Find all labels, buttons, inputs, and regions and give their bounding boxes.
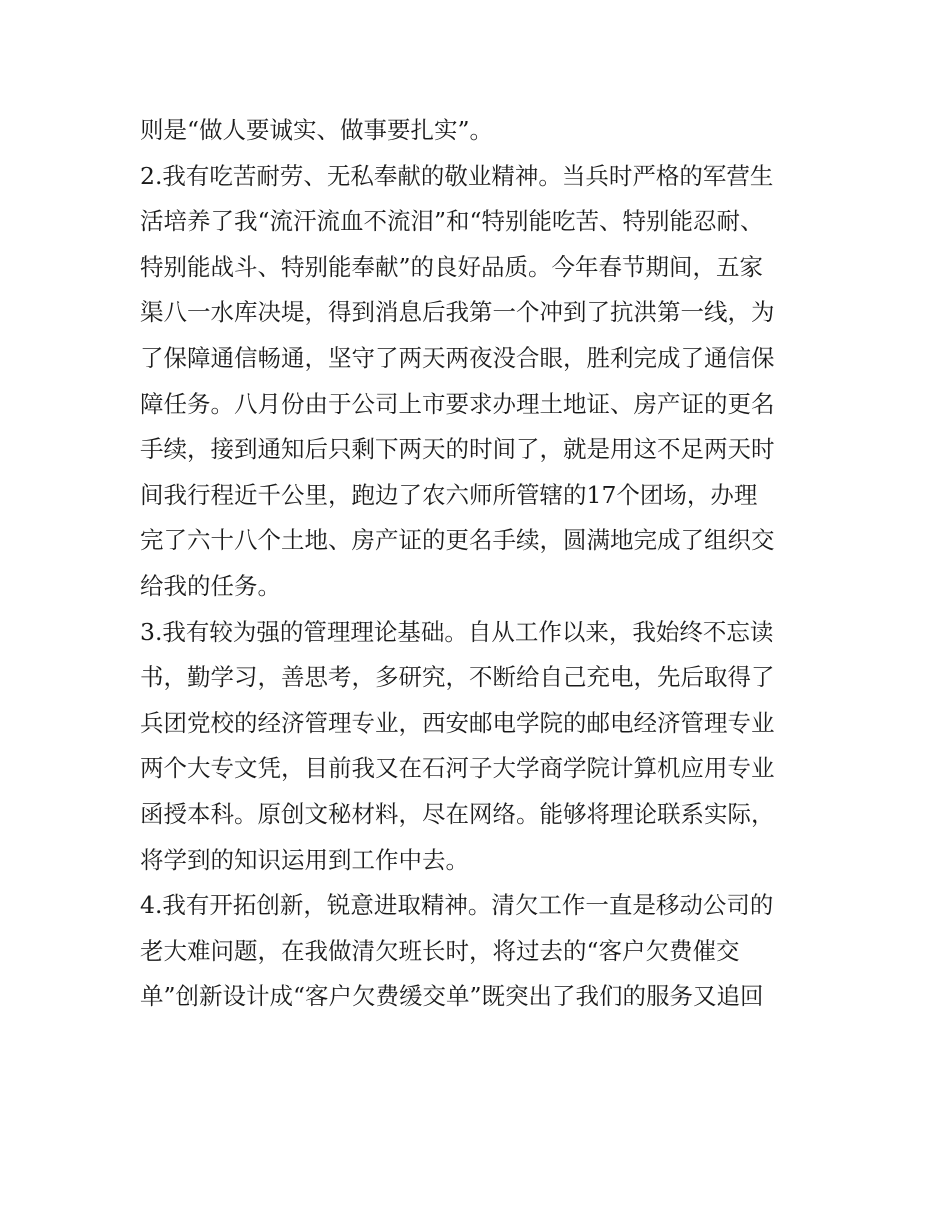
text-line: 完了六十八个土地、房产证的更名手续，圆满地完成了组织交 xyxy=(140,526,775,555)
text-line: 兵团党校的经济管理专业，西安邮电学院的邮电经济管理专业 xyxy=(140,708,775,737)
text-line: 单”创新设计成“客户欠费缓交单”既突出了我们的服务又追回 xyxy=(140,982,764,1011)
text-line: 函授本科。原创文秘材料，尽在网络。能够将理论联系实际， xyxy=(140,799,775,828)
text-line: 2.我有吃苦耐劳、无私奉献的敬业精神。当兵时严格的军营生 xyxy=(140,161,774,190)
text-line: 书，勤学习，善思考，多研究，不断给自己充电，先后取得了 xyxy=(140,663,775,692)
text-line: 了保障通信畅通，坚守了两天两夜没合眼，胜利完成了通信保 xyxy=(140,343,775,372)
text-line: 3.我有较为强的管理理论基础。自从工作以来，我始终不忘读 xyxy=(140,617,774,646)
body-text xyxy=(140,108,820,1020)
text-line: 给我的任务。 xyxy=(140,571,281,600)
text-line: 障任务。八月份由于公司上市要求办理土地证、房产证的更名 xyxy=(140,389,775,418)
text-line: 渠八一水库决堤，得到消息后我第一个冲到了抗洪第一线，为 xyxy=(140,298,775,327)
text-line: 手续，接到通知后只剩下两天的时间了，就是用这不足两天时 xyxy=(140,435,775,464)
text-line: 活培养了我“流汗流血不流泪”和“特别能吃苦、特别能忍耐、 xyxy=(140,207,764,236)
text-line: 老大难问题，在我做清欠班长时，将过去的“客户欠费催交 xyxy=(140,936,740,965)
text-line: 间我行程近千公里，跑边了农六师所管辖的17个团场，办理 xyxy=(140,480,758,509)
text-line: 则是“做人要诚实、做事要扎实”。 xyxy=(140,116,494,144)
text-line: 将学到的知识运用到工作中去。 xyxy=(140,845,469,874)
text-line: 两个大专文凭，目前我又在石河子大学商学院计算机应用专业 xyxy=(140,754,775,783)
text-line: 特别能战斗、特别能奉献”的良好品质。今年春节期间，五家 xyxy=(140,252,764,281)
text-line: 4.我有开拓创新，锐意进取精神。清欠工作一直是移动公司的 xyxy=(140,891,774,920)
